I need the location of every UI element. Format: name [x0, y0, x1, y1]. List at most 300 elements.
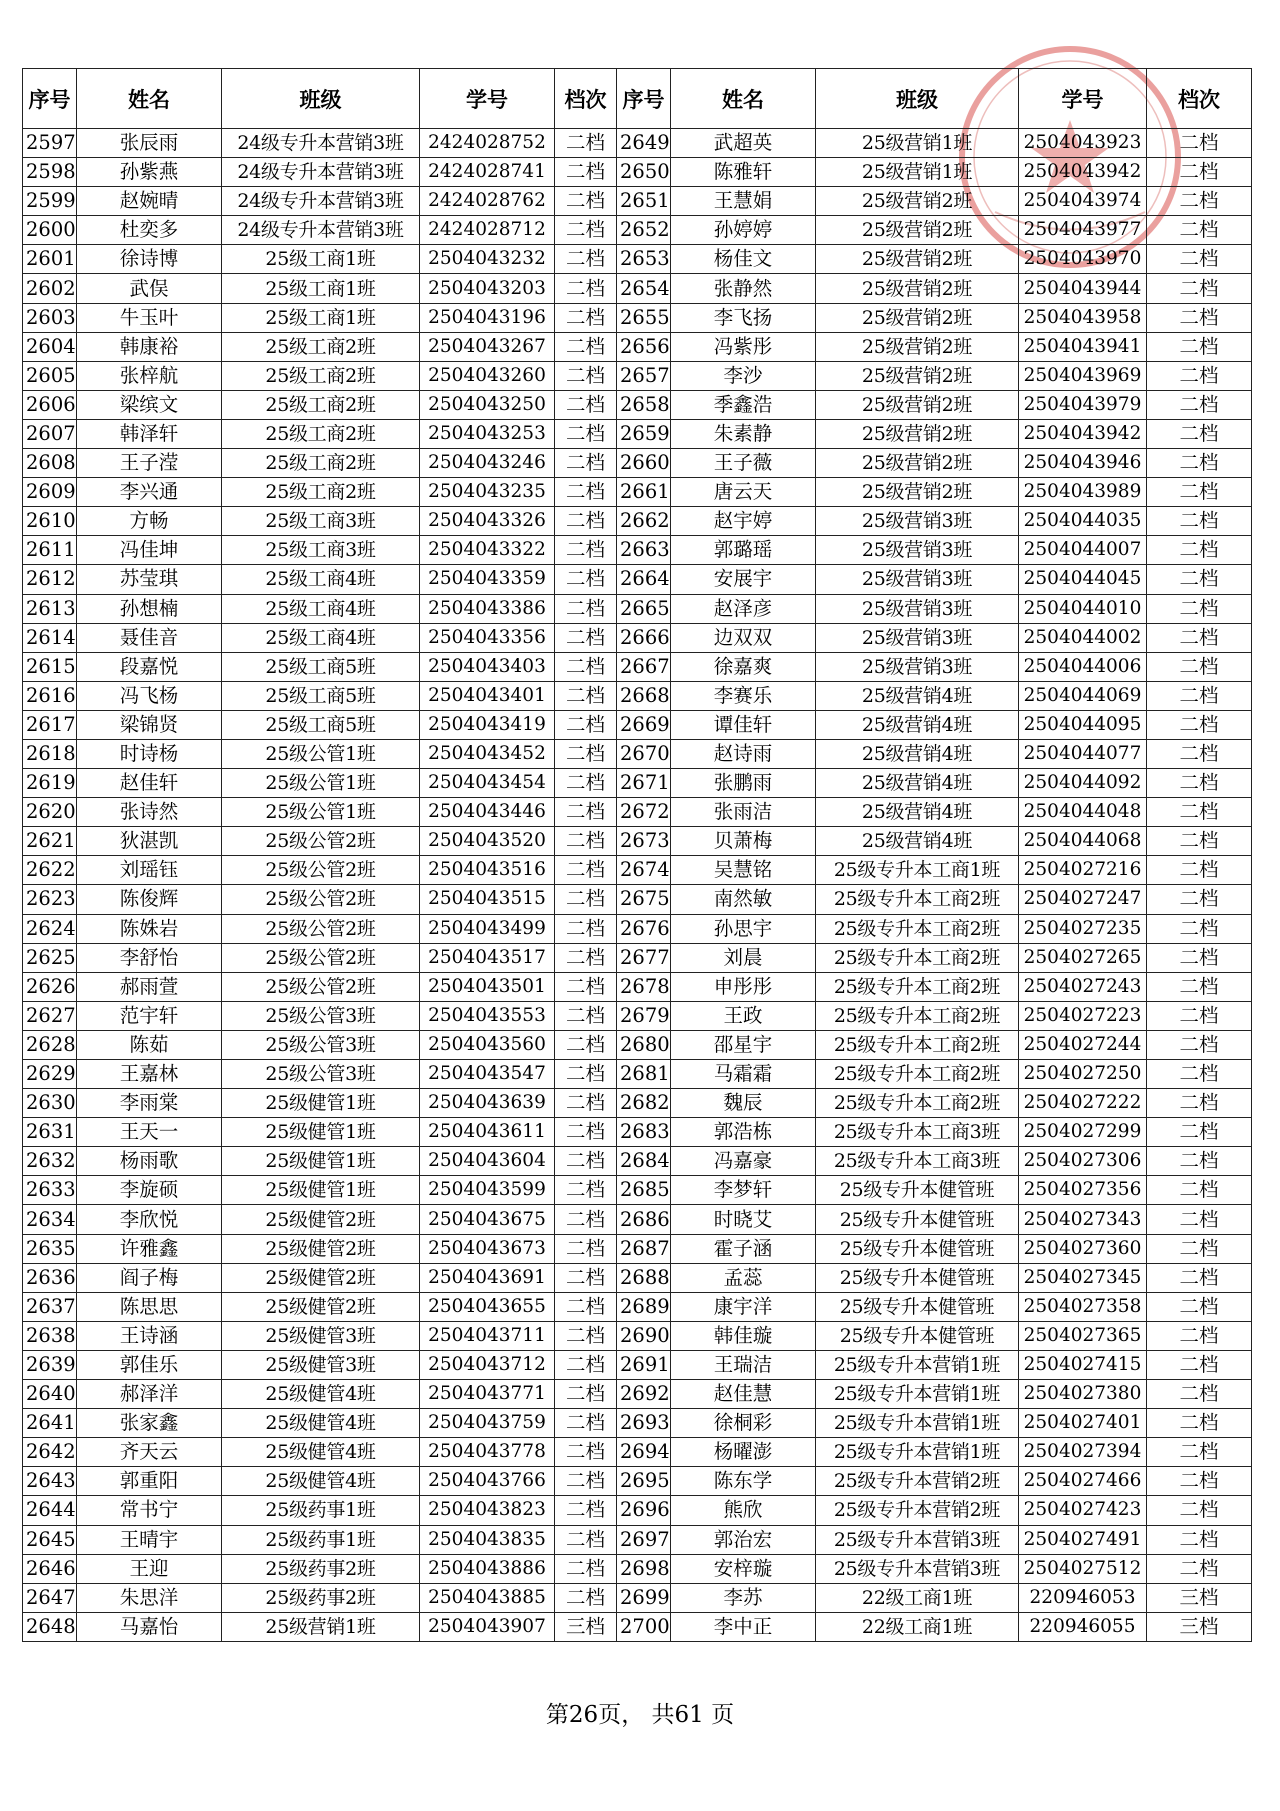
student-id-cell: 2504043989	[1019, 478, 1147, 507]
level-cell: 二档	[555, 1234, 617, 1263]
student-id-cell: 2504043267	[420, 332, 555, 361]
name-cell: 王嘉林	[77, 1060, 222, 1089]
table-row	[23, 187, 1252, 216]
name-cell: 李赛乐	[671, 681, 816, 710]
level-cell: 二档	[555, 739, 617, 768]
level-cell: 二档	[1147, 623, 1252, 652]
table-row	[23, 652, 1252, 681]
class-cell: 25级营销2班	[816, 390, 1019, 419]
student-id-cell: 2504027299	[1019, 1118, 1147, 1147]
class-cell: 25级公管1班	[222, 798, 420, 827]
class-cell: 25级药事1班	[222, 1525, 420, 1554]
student-id-cell: 2504044002	[1019, 623, 1147, 652]
level-cell: 二档	[1147, 1089, 1252, 1118]
level-cell: 二档	[1147, 827, 1252, 856]
table-row	[23, 769, 1252, 798]
name-cell: 徐嘉爽	[671, 652, 816, 681]
table-row	[23, 594, 1252, 623]
seq-cell: 2599	[23, 187, 77, 216]
student-id-cell: 2504043771	[420, 1380, 555, 1409]
class-cell: 22级工商1班	[816, 1583, 1019, 1612]
seq-cell: 2608	[23, 449, 77, 478]
class-cell: 25级营销4班	[816, 798, 1019, 827]
name-cell: 陈思思	[77, 1292, 222, 1321]
class-cell: 25级专升本工商1班	[816, 856, 1019, 885]
student-id-cell: 2504043326	[420, 507, 555, 536]
level-cell: 三档	[1147, 1612, 1252, 1641]
seq-cell: 2687	[617, 1234, 671, 1263]
name-cell: 许雅鑫	[77, 1234, 222, 1263]
seq-cell: 2625	[23, 943, 77, 972]
seq-cell: 2693	[617, 1409, 671, 1438]
table-row	[23, 885, 1252, 914]
class-cell: 25级健管1班	[222, 1118, 420, 1147]
level-cell: 二档	[1147, 274, 1252, 303]
table-row	[23, 1263, 1252, 1292]
table-row	[23, 1554, 1252, 1583]
level-cell: 二档	[555, 1118, 617, 1147]
name-cell: 赵婉晴	[77, 187, 222, 216]
seq-cell: 2660	[617, 449, 671, 478]
name-cell: 杨佳文	[671, 245, 816, 274]
level-cell: 二档	[555, 594, 617, 623]
seq-cell: 2695	[617, 1467, 671, 1496]
name-cell: 冯飞杨	[77, 681, 222, 710]
student-id-cell: 2504043675	[420, 1205, 555, 1234]
seq-cell: 2665	[617, 594, 671, 623]
table-row	[23, 1147, 1252, 1176]
name-cell: 梁锦贤	[77, 710, 222, 739]
name-cell: 刘瑶钰	[77, 856, 222, 885]
student-id-cell: 2504043235	[420, 478, 555, 507]
seq-cell: 2641	[23, 1409, 77, 1438]
student-id-cell: 2504043974	[1019, 187, 1147, 216]
class-cell: 24级专升本营销3班	[222, 216, 420, 245]
student-id-cell: 2504043196	[420, 303, 555, 332]
student-id-cell: 2504043655	[420, 1292, 555, 1321]
student-id-cell: 2504043712	[420, 1350, 555, 1379]
name-cell: 常书宁	[77, 1496, 222, 1525]
name-cell: 陈姝岩	[77, 914, 222, 943]
level-cell: 二档	[1147, 187, 1252, 216]
table-row	[23, 1089, 1252, 1118]
table-row	[23, 972, 1252, 1001]
table-row	[23, 1350, 1252, 1379]
name-cell: 张鹏雨	[671, 769, 816, 798]
name-cell: 陈茹	[77, 1030, 222, 1059]
class-cell: 25级健管4班	[222, 1467, 420, 1496]
table-row	[23, 274, 1252, 303]
name-cell: 时晓艾	[671, 1205, 816, 1234]
level-cell: 二档	[1147, 1496, 1252, 1525]
header-seq: 序号	[23, 69, 77, 129]
seq-cell: 2629	[23, 1060, 77, 1089]
seq-cell: 2622	[23, 856, 77, 885]
name-cell: 陈俊辉	[77, 885, 222, 914]
student-id-cell: 2504044069	[1019, 681, 1147, 710]
class-cell: 25级工商1班	[222, 303, 420, 332]
seq-cell: 2652	[617, 216, 671, 245]
student-id-cell: 2504043886	[420, 1554, 555, 1583]
level-cell: 二档	[555, 827, 617, 856]
level-cell: 二档	[1147, 681, 1252, 710]
name-cell: 马霜霜	[671, 1060, 816, 1089]
class-cell: 25级营销2班	[816, 303, 1019, 332]
student-id-cell: 2504043553	[420, 1001, 555, 1030]
student-id-cell: 2504043520	[420, 827, 555, 856]
class-cell: 25级营销3班	[816, 594, 1019, 623]
level-cell: 二档	[1147, 129, 1252, 158]
name-cell: 武俣	[77, 274, 222, 303]
name-cell: 孙思宇	[671, 914, 816, 943]
table-header-row	[23, 69, 1252, 129]
name-cell: 张家鑫	[77, 1409, 222, 1438]
class-cell: 25级营销2班	[816, 361, 1019, 390]
student-id-cell: 2504027466	[1019, 1467, 1147, 1496]
seq-cell: 2675	[617, 885, 671, 914]
student-id-cell: 2504027356	[1019, 1176, 1147, 1205]
seq-cell: 2620	[23, 798, 77, 827]
class-cell: 25级营销3班	[816, 536, 1019, 565]
name-cell: 王迎	[77, 1554, 222, 1583]
student-id-cell: 2504044045	[1019, 565, 1147, 594]
class-cell: 25级专升本工商2班	[816, 1060, 1019, 1089]
level-cell: 二档	[555, 798, 617, 827]
class-cell: 25级公管3班	[222, 1030, 420, 1059]
name-cell: 霍子涵	[671, 1234, 816, 1263]
level-cell: 二档	[1147, 1350, 1252, 1379]
student-id-cell: 2504044010	[1019, 594, 1147, 623]
seq-cell: 2661	[617, 478, 671, 507]
name-cell: 李欣悦	[77, 1205, 222, 1234]
seq-cell: 2697	[617, 1525, 671, 1554]
level-cell: 二档	[1147, 536, 1252, 565]
level-cell: 二档	[1147, 1321, 1252, 1350]
level-cell: 二档	[555, 710, 617, 739]
level-cell: 二档	[555, 1321, 617, 1350]
class-cell: 25级专升本工商3班	[816, 1118, 1019, 1147]
class-cell: 25级营销2班	[816, 274, 1019, 303]
student-id-cell: 2504043977	[1019, 216, 1147, 245]
class-cell: 24级专升本营销3班	[222, 158, 420, 187]
student-id-cell: 2504043604	[420, 1147, 555, 1176]
seq-cell: 2653	[617, 245, 671, 274]
student-id-cell: 2504043942	[1019, 419, 1147, 448]
class-cell: 25级公管3班	[222, 1060, 420, 1089]
seq-cell: 2636	[23, 1263, 77, 1292]
seq-cell: 2602	[23, 274, 77, 303]
class-cell: 25级营销4班	[816, 681, 1019, 710]
student-id-cell: 2504043516	[420, 856, 555, 885]
level-cell: 三档	[1147, 1583, 1252, 1612]
student-id-cell: 2504044048	[1019, 798, 1147, 827]
level-cell: 二档	[1147, 507, 1252, 536]
student-id-cell: 2504043250	[420, 390, 555, 419]
level-cell: 二档	[555, 1205, 617, 1234]
student-id-cell: 220946055	[1019, 1612, 1147, 1641]
table-row	[23, 216, 1252, 245]
seq-cell: 2637	[23, 1292, 77, 1321]
seq-cell: 2692	[617, 1380, 671, 1409]
name-cell: 熊欣	[671, 1496, 816, 1525]
name-cell: 孙婷婷	[671, 216, 816, 245]
class-cell: 25级健管1班	[222, 1176, 420, 1205]
seq-cell: 2618	[23, 739, 77, 768]
seq-cell: 2644	[23, 1496, 77, 1525]
seq-cell: 2670	[617, 739, 671, 768]
seq-cell: 2617	[23, 710, 77, 739]
student-id-cell: 2504027250	[1019, 1060, 1147, 1089]
seq-cell: 2643	[23, 1467, 77, 1496]
level-cell: 二档	[1147, 361, 1252, 390]
class-cell: 25级药事2班	[222, 1554, 420, 1583]
level-cell: 二档	[1147, 1001, 1252, 1030]
page-footer: 第26页， 共61 页	[545, 1702, 735, 1728]
class-cell: 25级工商3班	[222, 507, 420, 536]
class-cell: 25级工商1班	[222, 245, 420, 274]
class-cell: 25级健管4班	[222, 1438, 420, 1467]
seq-cell: 2623	[23, 885, 77, 914]
seq-cell: 2657	[617, 361, 671, 390]
class-cell: 25级营销3班	[816, 565, 1019, 594]
name-cell: 安梓璇	[671, 1554, 816, 1583]
name-cell: 刘晨	[671, 943, 816, 972]
name-cell: 张梓航	[77, 361, 222, 390]
seq-cell: 2656	[617, 332, 671, 361]
name-cell: 安展宇	[671, 565, 816, 594]
name-cell: 季鑫浩	[671, 390, 816, 419]
name-cell: 申彤彤	[671, 972, 816, 1001]
seq-cell: 2685	[617, 1176, 671, 1205]
class-cell: 25级工商2班	[222, 361, 420, 390]
seq-cell: 2632	[23, 1147, 77, 1176]
seq-cell: 2607	[23, 419, 77, 448]
class-cell: 25级专升本健管班	[816, 1321, 1019, 1350]
class-cell: 25级营销4班	[816, 739, 1019, 768]
table-row	[23, 158, 1252, 187]
level-cell: 二档	[1147, 303, 1252, 332]
seq-cell: 2684	[617, 1147, 671, 1176]
student-id-cell: 2504043946	[1019, 449, 1147, 478]
name-cell: 赵佳轩	[77, 769, 222, 798]
student-id-cell: 2504027247	[1019, 885, 1147, 914]
seq-cell: 2688	[617, 1263, 671, 1292]
header-name: 姓名	[671, 69, 816, 129]
table-row	[23, 565, 1252, 594]
student-id-cell: 2504043958	[1019, 303, 1147, 332]
name-cell: 王慧娟	[671, 187, 816, 216]
name-cell: 魏辰	[671, 1089, 816, 1118]
student-id-cell: 2504044095	[1019, 710, 1147, 739]
level-cell: 二档	[1147, 332, 1252, 361]
level-cell: 二档	[1147, 1292, 1252, 1321]
name-cell: 范宇轩	[77, 1001, 222, 1030]
level-cell: 二档	[1147, 1438, 1252, 1467]
class-cell: 25级营销2班	[816, 187, 1019, 216]
class-cell: 25级营销3班	[816, 507, 1019, 536]
class-cell: 25级工商2班	[222, 332, 420, 361]
level-cell: 二档	[555, 158, 617, 187]
student-id-cell: 2504027243	[1019, 972, 1147, 1001]
seq-cell: 2672	[617, 798, 671, 827]
student-id-cell: 220946053	[1019, 1583, 1147, 1612]
class-cell: 25级专升本健管班	[816, 1292, 1019, 1321]
name-cell: 韩泽轩	[77, 419, 222, 448]
level-cell: 二档	[555, 536, 617, 565]
class-cell: 25级工商5班	[222, 681, 420, 710]
student-id-cell: 2504043253	[420, 419, 555, 448]
seq-cell: 2634	[23, 1205, 77, 1234]
class-cell: 25级专升本健管班	[816, 1205, 1019, 1234]
seq-cell: 2647	[23, 1583, 77, 1612]
seq-cell: 2646	[23, 1554, 77, 1583]
name-cell: 李飞扬	[671, 303, 816, 332]
student-id-cell: 2504043885	[420, 1583, 555, 1612]
seq-cell: 2700	[617, 1612, 671, 1641]
class-cell: 25级营销4班	[816, 710, 1019, 739]
seq-cell: 2669	[617, 710, 671, 739]
seq-cell: 2614	[23, 623, 77, 652]
student-id-cell: 2504043923	[1019, 129, 1147, 158]
name-cell: 郭佳乐	[77, 1350, 222, 1379]
class-cell: 25级公管2班	[222, 827, 420, 856]
class-cell: 25级营销2班	[816, 245, 1019, 274]
level-cell: 二档	[555, 1438, 617, 1467]
level-cell: 二档	[555, 507, 617, 536]
class-cell: 25级专升本健管班	[816, 1234, 1019, 1263]
student-id-cell: 2504027360	[1019, 1234, 1147, 1263]
seq-cell: 2696	[617, 1496, 671, 1525]
seq-cell: 2638	[23, 1321, 77, 1350]
seq-cell: 2674	[617, 856, 671, 885]
class-cell: 25级专升本工商2班	[816, 972, 1019, 1001]
level-cell: 二档	[1147, 798, 1252, 827]
student-id-cell: 2504043446	[420, 798, 555, 827]
level-cell: 二档	[555, 681, 617, 710]
level-cell: 二档	[1147, 1263, 1252, 1292]
seq-cell: 2627	[23, 1001, 77, 1030]
name-cell: 谭佳轩	[671, 710, 816, 739]
class-cell: 25级专升本营销1班	[816, 1438, 1019, 1467]
class-cell: 25级专升本营销1班	[816, 1409, 1019, 1438]
table-row	[23, 710, 1252, 739]
level-cell: 二档	[555, 1292, 617, 1321]
student-id-cell: 2504043944	[1019, 274, 1147, 303]
name-cell: 李兴通	[77, 478, 222, 507]
seq-cell: 2668	[617, 681, 671, 710]
table-row	[23, 1234, 1252, 1263]
name-cell: 梁缤文	[77, 390, 222, 419]
class-cell: 25级健管1班	[222, 1147, 420, 1176]
student-id-cell: 2504043766	[420, 1467, 555, 1496]
class-cell: 25级专升本营销2班	[816, 1467, 1019, 1496]
student-id-cell: 2504043970	[1019, 245, 1147, 274]
level-cell: 二档	[555, 129, 617, 158]
student-id-cell: 2424028752	[420, 129, 555, 158]
seq-cell: 2691	[617, 1350, 671, 1379]
seq-cell: 2630	[23, 1089, 77, 1118]
level-cell: 二档	[1147, 914, 1252, 943]
level-cell: 二档	[1147, 158, 1252, 187]
name-cell: 李中正	[671, 1612, 816, 1641]
seq-cell: 2616	[23, 681, 77, 710]
name-cell: 李旋硕	[77, 1176, 222, 1205]
student-id-cell: 2504043673	[420, 1234, 555, 1263]
name-cell: 郭治宏	[671, 1525, 816, 1554]
class-cell: 25级营销4班	[816, 827, 1019, 856]
level-cell: 二档	[1147, 972, 1252, 1001]
name-cell: 张雨洁	[671, 798, 816, 827]
class-cell: 25级公管1班	[222, 769, 420, 798]
name-cell: 王瑞洁	[671, 1350, 816, 1379]
table-row	[23, 1380, 1252, 1409]
level-cell: 二档	[555, 943, 617, 972]
name-cell: 南然敏	[671, 885, 816, 914]
seq-cell: 2655	[617, 303, 671, 332]
seq-cell: 2635	[23, 1234, 77, 1263]
name-cell: 徐诗博	[77, 245, 222, 274]
class-cell: 25级工商2班	[222, 478, 420, 507]
student-id-cell: 2504043401	[420, 681, 555, 710]
table-row	[23, 1205, 1252, 1234]
seq-cell: 2633	[23, 1176, 77, 1205]
level-cell: 二档	[555, 1525, 617, 1554]
table-row	[23, 536, 1252, 565]
seq-cell: 2659	[617, 419, 671, 448]
class-cell: 25级营销2班	[816, 449, 1019, 478]
class-cell: 25级健管4班	[222, 1380, 420, 1409]
level-cell: 二档	[555, 1176, 617, 1205]
name-cell: 孙紫燕	[77, 158, 222, 187]
student-id-cell: 2424028741	[420, 158, 555, 187]
student-id-cell: 2504043835	[420, 1525, 555, 1554]
table-row	[23, 1118, 1252, 1147]
seq-cell: 2605	[23, 361, 77, 390]
class-cell: 25级营销3班	[816, 652, 1019, 681]
name-cell: 牛玉叶	[77, 303, 222, 332]
seq-cell: 2683	[617, 1118, 671, 1147]
name-cell: 方畅	[77, 507, 222, 536]
header-level: 档次	[1147, 69, 1252, 129]
header-class: 班级	[816, 69, 1019, 129]
name-cell: 李雨棠	[77, 1089, 222, 1118]
seq-cell: 2679	[617, 1001, 671, 1030]
level-cell: 二档	[1147, 1554, 1252, 1583]
class-cell: 25级营销2班	[816, 332, 1019, 361]
student-id-cell: 2504043907	[420, 1612, 555, 1641]
class-cell: 25级专升本工商2班	[816, 1001, 1019, 1030]
seq-cell: 2639	[23, 1350, 77, 1379]
seq-cell: 2673	[617, 827, 671, 856]
class-cell: 22级工商1班	[816, 1612, 1019, 1641]
class-cell: 25级公管2班	[222, 856, 420, 885]
name-cell: 张诗然	[77, 798, 222, 827]
name-cell: 杜奕多	[77, 216, 222, 245]
table-row	[23, 303, 1252, 332]
class-cell: 25级健管3班	[222, 1350, 420, 1379]
name-cell: 王子滢	[77, 449, 222, 478]
class-cell: 25级专升本健管班	[816, 1176, 1019, 1205]
level-cell: 二档	[1147, 478, 1252, 507]
student-id-cell: 2424028712	[420, 216, 555, 245]
student-id-cell: 2504027380	[1019, 1380, 1147, 1409]
name-cell: 贝萧梅	[671, 827, 816, 856]
table-row	[23, 449, 1252, 478]
class-cell: 25级工商4班	[222, 594, 420, 623]
name-cell: 王子薇	[671, 449, 816, 478]
name-cell: 陈雅轩	[671, 158, 816, 187]
name-cell: 孟蕊	[671, 1263, 816, 1292]
